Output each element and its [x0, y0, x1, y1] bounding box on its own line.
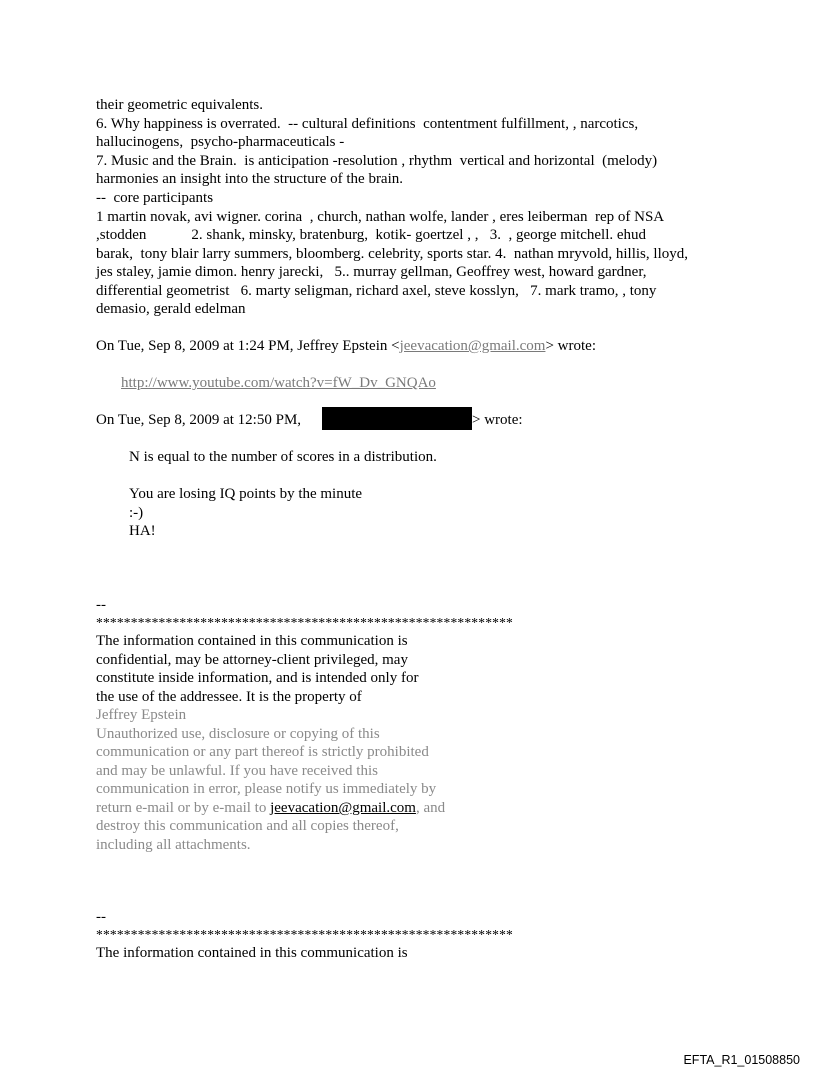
body-line: demasio, gerald edelman: [96, 301, 246, 317]
asterisk-separator: ************************************************************: [96, 927, 513, 942]
disclaimer-email-prefix: return e-mail or by e-mail to: [96, 800, 271, 816]
body-line: their geometric equivalents.: [96, 97, 264, 113]
reply-header-2-suffix: > wrote:: [472, 412, 523, 428]
body-line: -- core participants: [96, 190, 214, 206]
disclaimer-gray-line: communication or any part thereof is strictly prohibited: [96, 744, 429, 760]
reply-header-2-prefix: On Tue, Sep 8, 2009 at 12:50 PM,: [96, 412, 305, 428]
disclaimer-gray-line: including all attachments.: [96, 837, 251, 853]
disclaimer-line: The information contained in this communication is: [96, 945, 408, 961]
disclaimer-email-line: [96, 799, 445, 817]
sender-email-link[interactable]: jeevacation@gmail.com: [399, 338, 546, 354]
body-line: 7. Music and the Brain. is anticipation -resolution , rhythm vertical and horizontal (melody): [96, 153, 658, 169]
quoted-line: :-): [129, 505, 144, 521]
body-line: ,stodden 2. shank, minsky, bratenburg, kotik- goertzel , , 3. , george mitchell. ehud: [96, 227, 647, 243]
quoted-line: You are losing IQ points by the minute: [129, 486, 363, 502]
disclaimer-line: confidential, may be attorney-client privileged, may: [96, 652, 408, 668]
document-id: EFTA_R1_01508850: [683, 1053, 800, 1067]
youtube-link[interactable]: http://www.youtube.com/watch?v=fW_Dv_GNQAo: [121, 375, 436, 391]
disclaimer-gray-line: communication in error, please notify us immediately by: [96, 781, 437, 797]
disclaimer-email-suffix: , and: [415, 800, 446, 816]
signature-dashes: --: [96, 597, 106, 613]
disclaimer-gray-line: Jeffrey Epstein: [96, 707, 187, 723]
disclaimer-line: constitute inside information, and is intended only for: [96, 670, 419, 686]
disclaimer-line: The information contained in this communication is: [96, 633, 408, 649]
quoted-line: N is equal to the number of scores in a distribution.: [129, 449, 437, 465]
disclaimer-gray-line: and may be unlawful. If you have received this: [96, 763, 378, 779]
redaction-box: [322, 407, 472, 430]
body-line: 6. Why happiness is overrated. -- cultural definitions contentment fulfillment, , narcotics,: [96, 116, 639, 132]
body-line: jes staley, jamie dimon. henry jarecki, 5.. murray gellman, Geoffrey west, howard gardner,: [96, 264, 647, 280]
reply-header-prefix: On Tue, Sep 8, 2009 at 1:24 PM, Jeffrey Epstein <: [96, 338, 400, 354]
reply-header-suffix: > wrote:: [545, 338, 596, 354]
disclaimer-email-link[interactable]: jeevacation@gmail.com: [270, 800, 416, 816]
body-line: harmonies an insight into the structure of the brain.: [96, 171, 404, 187]
body-line: hallucinogens, psycho-pharmaceuticals -: [96, 134, 345, 150]
reply-header-1: [96, 337, 596, 355]
quoted-line: HA!: [129, 523, 156, 539]
body-line: differential geometrist 6. marty seligman, richard axel, steve kosslyn, 7. mark tramo, , tony: [96, 283, 657, 299]
body-line: 1 martin novak, avi wigner. corina , church, nathan wolfe, lander , eres leiberman rep of NSA: [96, 209, 665, 225]
asterisk-separator: ************************************************************: [96, 615, 513, 630]
signature-dashes: --: [96, 909, 106, 925]
disclaimer-line: the use of the addressee. It is the property of: [96, 689, 362, 705]
disclaimer-gray-line: Unauthorized use, disclosure or copying of this: [96, 726, 380, 742]
disclaimer-gray-line: destroy this communication and all copies thereof,: [96, 818, 399, 834]
body-line: barak, tony blair larry summers, bloomberg. celebrity, sports star. 4. nathan mryvold, hillis, lloyd,: [96, 246, 688, 262]
